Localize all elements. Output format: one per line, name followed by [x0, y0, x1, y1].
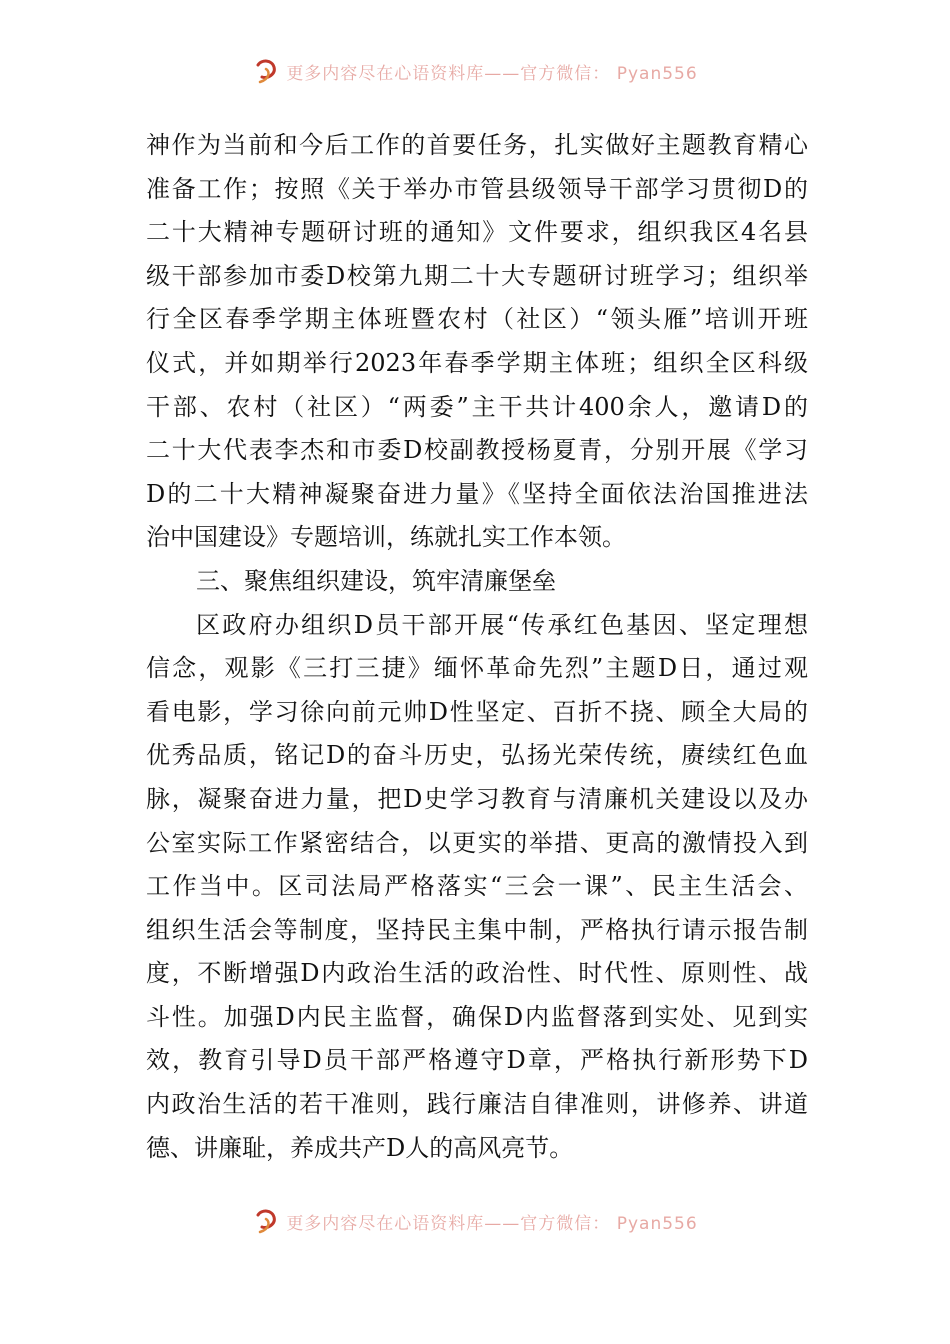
text-line: 效，教育引导D员干部严格遵守D章，严格执行新形势下D: [146, 1046, 808, 1075]
text-line: 看电影，学习徐向前元帅D性坚定、百折不挠、顾全大局的: [146, 697, 808, 726]
watermark-text: 更多内容尽在心语资料库——官方微信： Pyan556: [286, 1213, 698, 1234]
section-heading: 三、聚焦组织建设，筑牢清廉堡垒: [196, 566, 556, 595]
text-line: 二十大精神专题研讨班的通知》文件要求，组织我区4名县: [146, 218, 808, 247]
watermark-logo-icon: [252, 57, 280, 85]
text-line: 内政治生活的若干准则，践行廉洁自律准则，讲修养、讲道: [146, 1090, 808, 1119]
body-text: [146, 124, 808, 1170]
text-line: 干部、农村（社区）“两委”主干共计400余人，邀请D的: [146, 392, 808, 421]
watermark-text: 更多内容尽在心语资料库——官方微信： Pyan556: [286, 63, 698, 84]
watermark-banner-bottom: [0, 1204, 950, 1238]
text-line: D的二十大精神凝聚奋进力量》《坚持全面依法治国推进法: [146, 479, 808, 508]
text-line: 准备工作；按照《关于举办市管县级领导干部学习贯彻D的: [146, 174, 808, 203]
text-line: 斗性。加强D内民主监督，确保D内监督落到实处、见到实: [146, 1002, 808, 1031]
text-line: 组织生活会等制度，坚持民主集中制，严格执行请示报告制: [146, 915, 808, 944]
watermark-logo-icon: [252, 1207, 280, 1235]
text-line: 治中国建设》专题培训，练就扎实工作本领。: [146, 523, 626, 552]
watermark-banner-top: [0, 54, 950, 88]
text-line: 工作当中。区司法局严格落实“三会一课”、民主生活会、: [146, 872, 808, 901]
text-line: 度，不断增强D内政治生活的政治性、时代性、原则性、战: [146, 959, 808, 988]
text-line: 区政府办组织D员干部开展“传承红色基因、坚定理想: [196, 610, 808, 639]
text-line: 德、讲廉耻，养成共产D人的高风亮节。: [146, 1133, 574, 1162]
text-line: 优秀品质，铭记D的奋斗历史，弘扬光荣传统，赓续红色血: [146, 741, 808, 770]
text-line: 仪式，并如期举行2023年春季学期主体班；组织全区科级: [146, 348, 808, 377]
text-line: 行全区春季学期主体班暨农村（社区）“领头雁”培训开班: [146, 305, 808, 334]
text-line: 公室实际工作紧密结合，以更实的举措、更高的激情投入到: [146, 828, 808, 857]
text-line: 神作为当前和今后工作的首要任务，扎实做好主题教育精心: [146, 131, 808, 159]
text-line: 脉，凝聚奋进力量，把D史学习教育与清廉机关建设以及办: [146, 784, 808, 813]
text-line: 级干部参加市委D校第九期二十大专题研讨班学习；组织举: [146, 261, 808, 290]
text-line: 信念，观影《三打三捷》缅怀革命先烈”主题D日，通过观: [146, 654, 808, 683]
text-line: 二十大代表李杰和市委D校副教授杨夏青，分别开展《学习: [146, 436, 808, 465]
